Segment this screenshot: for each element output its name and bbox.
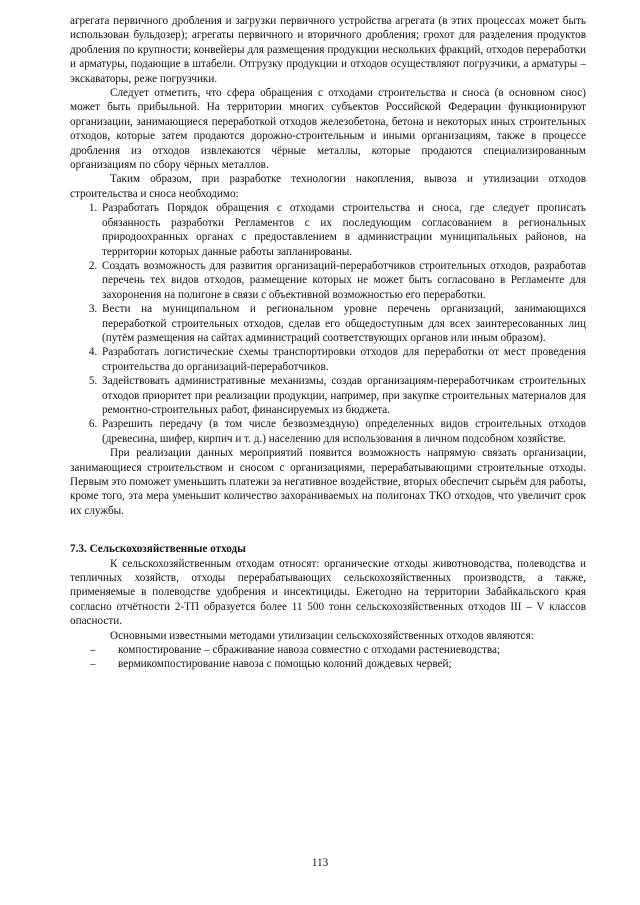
list-item: 6. Разрешить передачу (в том числе безвозмездную) определенных видов строительных отходов (древесина, шифер, кирпич и т. д.) населению для использования в личном подсобном хозяйстве. bbox=[100, 417, 586, 446]
list-item: 2. Создать возможность для развития организаций-переработчиков строительных отходов, разработав перечень тех видов отходов, размещение которых не может быть согласовано в Регламенте для захоронения на полигоне в связи с объективной возможностью его переработки. bbox=[100, 259, 586, 302]
paragraph: Следует отметить, что сфера обращения с отходами строительства и сноса (в основном снос) может быть прибыльной. На территории многих субъектов Российской Федерации функционируют организации, занимающиеся переработкой отходов железобетона, бетона и некоторых иных строительных отходов, которые затем продаются дорожно-строительным и иными организациям, также в процессе дробления из отходов извлекаются чёрные металлы, которые продаются специализированным организациям по сбору чёрных металлов. bbox=[70, 87, 586, 172]
list-item: 1. Разработать Порядок обращения с отходами строительства и сноса, где следует прописать обязанность разработки Регламентов с их последующим согласованием в региональных природоохранных органах с предоставлением в администрации муниципальных районов, на территории которых данные работы запланированы. bbox=[100, 201, 586, 259]
paragraph: К сельскохозяйственным отходам относят: органические отходы животноводства, полеводства и тепличных хозяйств, отходы перерабатывающих сельскохозяйственных производств, а также, применяемые в полеводстве удобрения и инсектициды. Ежегодно на территории Забайкальского края согласно отчётности 2-ТП образуется более 11 500 тонн сельскохозяйственных отходов III – V классов опасности. bbox=[70, 557, 586, 628]
dash-bullet: – bbox=[90, 644, 96, 657]
list-item bbox=[90, 643, 586, 657]
list-item-text: вермикомпостирование навоза с помощью колоний дождевых червей; bbox=[118, 658, 452, 671]
list-item: 4. Разработать логистические схемы транспортировки отходов для переработки от мест проведения строительства до организаций-переработчиков. bbox=[100, 345, 586, 374]
numbered-list bbox=[70, 201, 586, 446]
list-item: 3. Вести на муниципальном и региональном уровне перечень организаций, занимающихся переработкой строительных отходов, сделав его общедоступным для всех заинтересованных лиц (путём размещения на сайтах администраций соответствующих органов или иным образом). bbox=[100, 302, 586, 345]
list-item: 5. Задействовать административные механизмы, создав организациям-переработчикам строительных отходов приоритет при реализации продукции, например, при закупке строительных материалов для ремонтно-строительных работ, финансируемых из бюджета. bbox=[100, 374, 586, 417]
list-item bbox=[90, 657, 586, 671]
document-page bbox=[70, 14, 586, 672]
paragraph: Основными известными методами утилизации сельскохозяйственных отходов являются: bbox=[110, 629, 534, 642]
paragraph: Таким образом, при разработке технологии накопления, вывоза и утилизации отходов строительства и сноса необходимо: bbox=[70, 173, 586, 200]
paragraph: При реализации данных мероприятий появится возможность напрямую связать организации, занимающиеся строительством и сносом с организациями, перерабатывающими строительные отходы. Первым это поможет уменьшить платежи за негативное воздействие, вторых обеспечит сырьём для работы, кроме того, эта мера уменьшит количество захораниваемых на полигонах ТКО отходов, что увеличит срок их службы. bbox=[70, 447, 586, 517]
dash-bullet: – bbox=[90, 658, 96, 671]
dash-list bbox=[70, 643, 586, 672]
section-heading: 7.3. Сельскохозяйственные отходы bbox=[70, 543, 246, 556]
list-item-text: компостирование – сбраживание навоза совместно с отходами растениеводства; bbox=[118, 644, 501, 657]
paragraph: агрегата первичного дробления и загрузки первичного устройства агрегата (в этих процессах может быть использован бульдозер); агрегаты первичного и вторичного дробления; грохот для разделения продуктов дробления по крупности; конвейеры для размещения продукции нескольких фракций, отходов переработки и арматуры, подающие в штабели. Отгрузку продукции и отходов осуществляют погрузчики, а арматуры – экскаваторы, реже погрузчики. bbox=[70, 15, 586, 85]
page-number: 113 bbox=[311, 857, 329, 869]
